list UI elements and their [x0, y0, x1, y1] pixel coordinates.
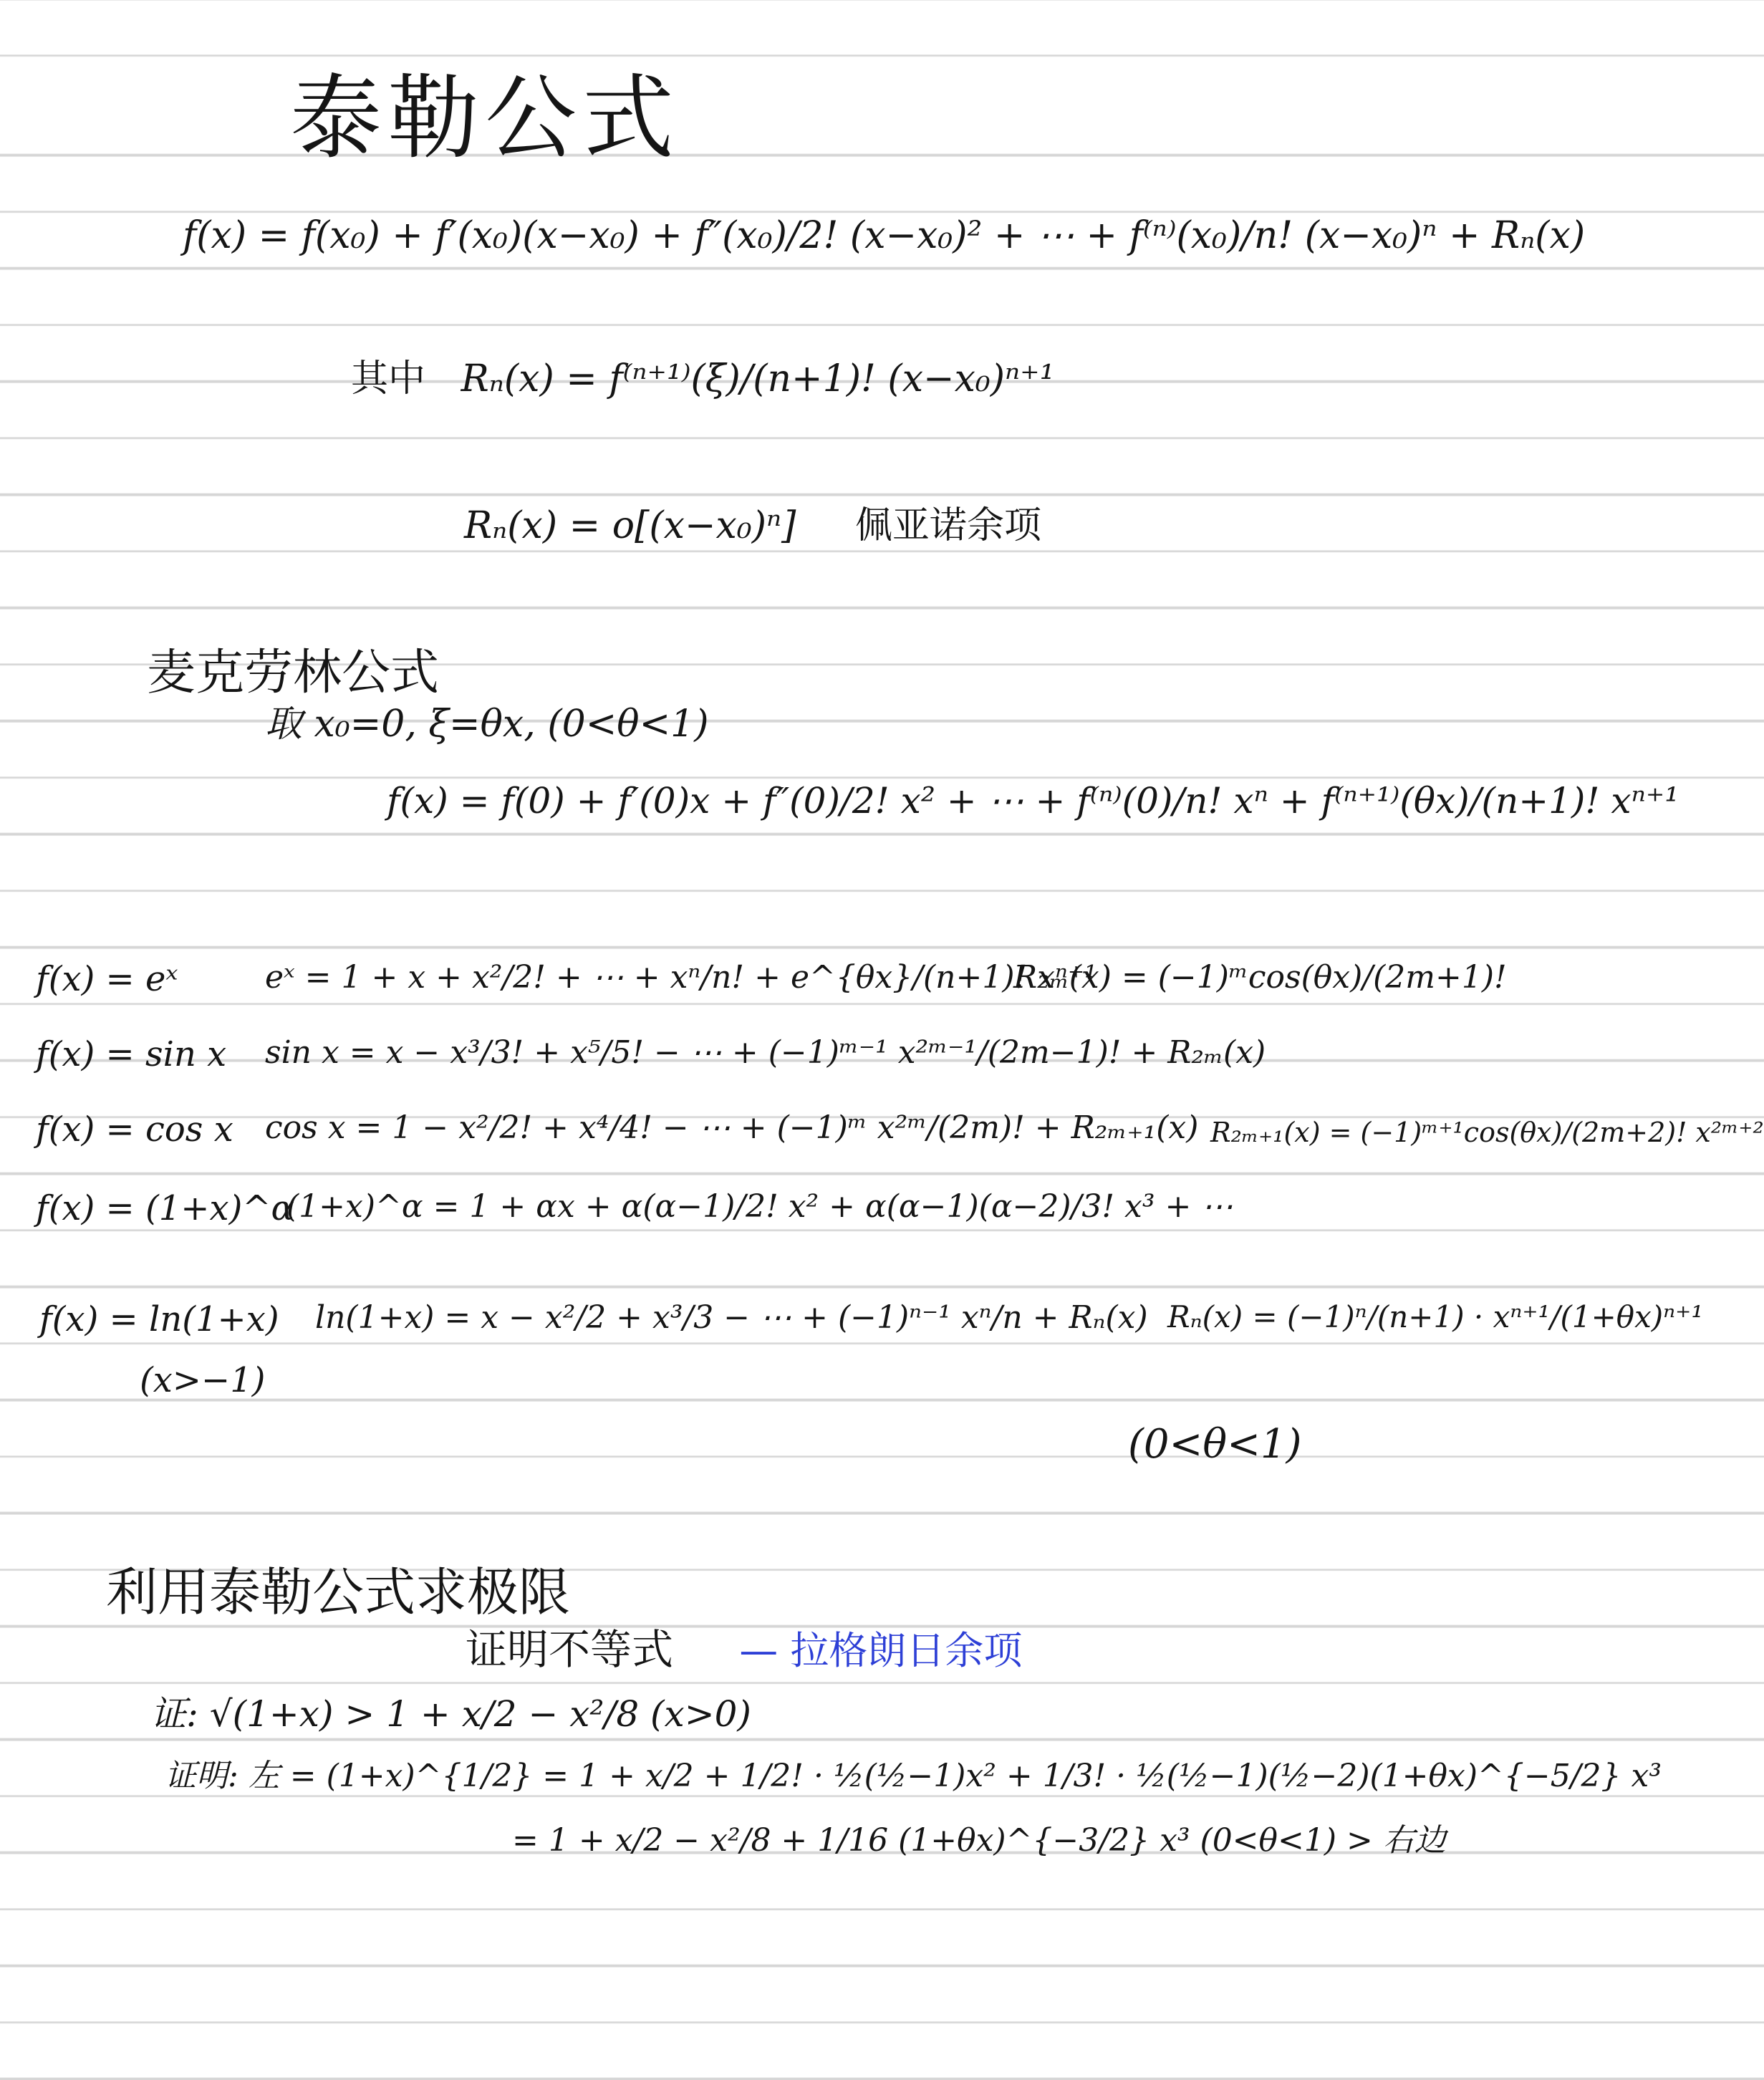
ln-func: f(x) = ln(1+x) — [39, 1299, 279, 1339]
page-title: 泰勒公式 — [290, 65, 680, 172]
binomial-func: f(x) = (1+x)^α — [36, 1188, 294, 1228]
peano-label: 佩亚诺余项 — [855, 504, 1042, 547]
exp-series: eˣ = 1 + x + x²/2! + ⋯ + xⁿ/n! + e^{θx}/(n+1)! xⁿ⁺¹ — [265, 959, 1097, 996]
taylor-formula: f(x) = f(x₀) + f′(x₀)(x−x₀) + f″(x₀)/2! (x−x₀)² + ⋯ + f⁽ⁿ⁾(x₀)/n! (x−x₀)ⁿ + Rₙ(x) — [183, 214, 1586, 257]
theta-condition: (0<θ<1) — [1128, 1421, 1302, 1468]
ln-condition: (x>−1) — [140, 1360, 266, 1400]
maclaurin-heading: 麦克劳林公式 — [147, 645, 440, 701]
lagrange-note: — 拉格朗日余项 — [739, 1628, 1023, 1673]
claim: 证: √(1+x) > 1 + x/2 − x²/8 (x>0) — [150, 1693, 751, 1735]
ln-remainder: Rₙ(x) = (−1)ⁿ/(n+1) · xⁿ⁺¹/(1+θx)ⁿ⁺¹ — [1167, 1299, 1704, 1334]
ln-series: ln(1+x) = x − x²/2 + x³/3 − ⋯ + (−1)ⁿ⁻¹ xⁿ/n + Rₙ(x) — [315, 1299, 1148, 1336]
cos-remainder: R₂ₘ₊₁(x) = (−1)ᵐ⁺¹cos(θx)/(2m+2)! x²ᵐ⁺² — [1210, 1117, 1764, 1148]
inequality-subheading: 证明不等式 — [466, 1625, 674, 1674]
cos-series: cos x = 1 − x²/2! + x⁴/4! − ⋯ + (−1)ᵐ x²ᵐ/(2m)! + R₂ₘ₊₁(x) — [265, 1109, 1199, 1146]
proof-line-1: 证明: 左 = (1+x)^{1/2} = 1 + x/2 + 1/2! · ½(½−1)x² + 1/3! · ½(½−1)(½−2)(1+θx)^{−5/2} x³ — [165, 1758, 1662, 1794]
remainder-label: 其中 — [351, 357, 426, 400]
taylor-remainder-row — [351, 358, 1054, 401]
maclaurin-condition: 取 x₀=0, ξ=θx, (0<θ<1) — [265, 703, 709, 746]
peano-remainder: Rₙ(x) = o[(x−x₀)ⁿ] — [464, 504, 796, 547]
application-heading: 利用泰勒公式求极限 — [106, 1562, 571, 1622]
cos-func: f(x) = cos x — [36, 1109, 233, 1150]
sin-func: f(x) = sin x — [36, 1034, 227, 1074]
sin-series: sin x = x − x³/3! + x⁵/5! − ⋯ + (−1)ᵐ⁻¹ x²ᵐ⁻¹/(2m−1)! + R₂ₘ(x) — [265, 1034, 1266, 1071]
inequality-row — [466, 1626, 1022, 1674]
exp-func: f(x) = eˣ — [36, 959, 178, 999]
peano-row — [464, 505, 1041, 548]
exp-remainder: R₂ₘ(x) = (−1)ᵐcos(θx)/(2m+1)! — [1013, 959, 1507, 996]
binomial-series: (1+x)^α = 1 + αx + α(α−1)/2! x² + α(α−1)(α−2)/3! x³ + ⋯ — [286, 1188, 1233, 1225]
lagrange-remainder: Rₙ(x) = f⁽ⁿ⁺¹⁾(ξ)/(n+1)! (x−x₀)ⁿ⁺¹ — [461, 357, 1055, 400]
proof-line-2: = 1 + x/2 − x²/8 + 1/16 (1+θx)^{−3/2} x³ (0<θ<1) > 右边 — [512, 1822, 1446, 1859]
maclaurin-formula: f(x) = f(0) + f′(0)x + f″(0)/2! x² + ⋯ + f⁽ⁿ⁾(0)/n! xⁿ + f⁽ⁿ⁺¹⁾(θx)/(n+1)! xⁿ⁺¹ — [387, 780, 1679, 822]
